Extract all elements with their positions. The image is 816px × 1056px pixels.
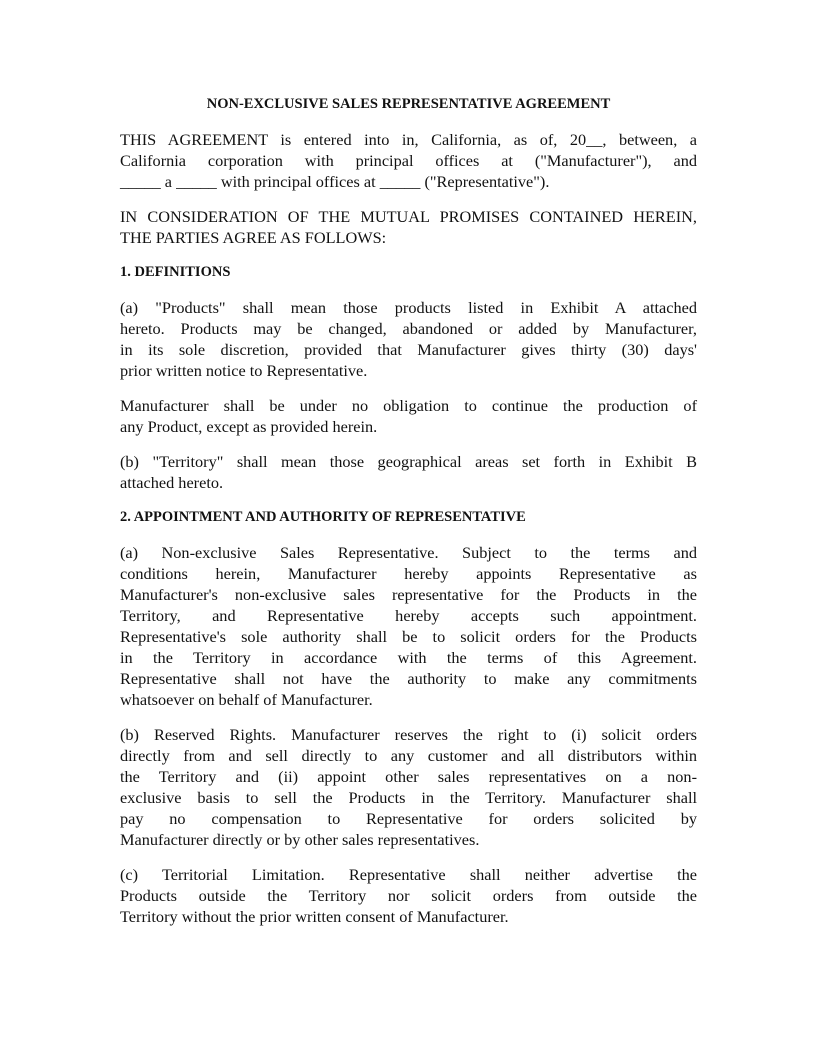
text-line: (b) "Territory" shall mean those geographical areas set forth in Exhibit B: [120, 452, 697, 471]
text-line: (a) "Products" shall mean those products listed in Exhibit A attached: [120, 298, 697, 317]
paragraph: [120, 206, 697, 248]
text-line: directly from and sell directly to any customer and all distributors within: [120, 746, 697, 765]
text-line: in the Territory in accordance with the terms of this Agreement.: [120, 648, 697, 667]
text-line: IN CONSIDERATION OF THE MUTUAL PROMISES CONTAINED HEREIN,: [120, 207, 697, 226]
text-line: THE PARTIES AGREE AS FOLLOWS:: [120, 228, 387, 247]
document-body: [120, 129, 697, 927]
text-line: Manufacturer directly or by other sales representatives.: [120, 830, 480, 849]
paragraph: [120, 297, 697, 381]
text-line: exclusive basis to sell the Products in the Territory. Manufacturer shall: [120, 788, 697, 807]
text-line: 2. APPOINTMENT AND AUTHORITY OF REPRESENTATIVE: [120, 509, 526, 525]
text-line: California corporation with principal offices at ("Manufacturer"), and: [120, 151, 697, 170]
text-line: whatsoever on behalf of Manufacturer.: [120, 690, 373, 709]
text-line: 1. DEFINITIONS: [120, 264, 231, 280]
paragraph: [120, 129, 697, 192]
text-line: pay no compensation to Representative for orders solicited by: [120, 809, 697, 828]
text-line: in its sole discretion, provided that Manufacturer gives thirty (30) days': [120, 340, 697, 359]
text-line: prior written notice to Representative.: [120, 361, 368, 380]
text-line: the Territory and (ii) appoint other sales representatives on a non-: [120, 767, 697, 786]
paragraph: [120, 542, 697, 710]
text-line: THIS AGREEMENT is entered into in, California, as of, 20__, between, a: [120, 130, 697, 149]
document-page: [120, 94, 697, 941]
text-line: Manufacturer shall be under no obligation to continue the production of: [120, 396, 697, 415]
section-heading: [120, 262, 697, 283]
paragraph: [120, 724, 697, 850]
text-line: Products outside the Territory nor solicit orders from outside the: [120, 886, 697, 905]
text-line: hereto. Products may be changed, abandoned or added by Manufacturer,: [120, 319, 697, 338]
paragraph: [120, 864, 697, 927]
paragraph: [120, 395, 697, 437]
section-heading: [120, 507, 697, 528]
text-line: (a) Non-exclusive Sales Representative. Subject to the terms and: [120, 543, 697, 562]
text-line: _____ a _____ with principal offices at _____ ("Representative").: [120, 172, 550, 191]
text-line: conditions herein, Manufacturer hereby appoints Representative as: [120, 564, 697, 583]
text-line: (b) Reserved Rights. Manufacturer reserves the right to (i) solicit orders: [120, 725, 697, 744]
text-line: Representative shall not have the authority to make any commitments: [120, 669, 697, 688]
text-line: any Product, except as provided herein.: [120, 417, 378, 436]
text-line: Territory without the prior written consent of Manufacturer.: [120, 907, 509, 926]
text-line: (c) Territorial Limitation. Representative shall neither advertise the: [120, 865, 697, 884]
text-line: Manufacturer's non-exclusive sales representative for the Products in the: [120, 585, 697, 604]
text-line: attached hereto.: [120, 473, 224, 492]
document-title: NON-EXCLUSIVE SALES REPRESENTATIVE AGREEMENT: [206, 96, 611, 112]
text-line: Territory, and Representative hereby accepts such appointment.: [120, 606, 697, 625]
text-line: Representative's sole authority shall be to solicit orders for the Products: [120, 627, 697, 646]
paragraph: [120, 451, 697, 493]
